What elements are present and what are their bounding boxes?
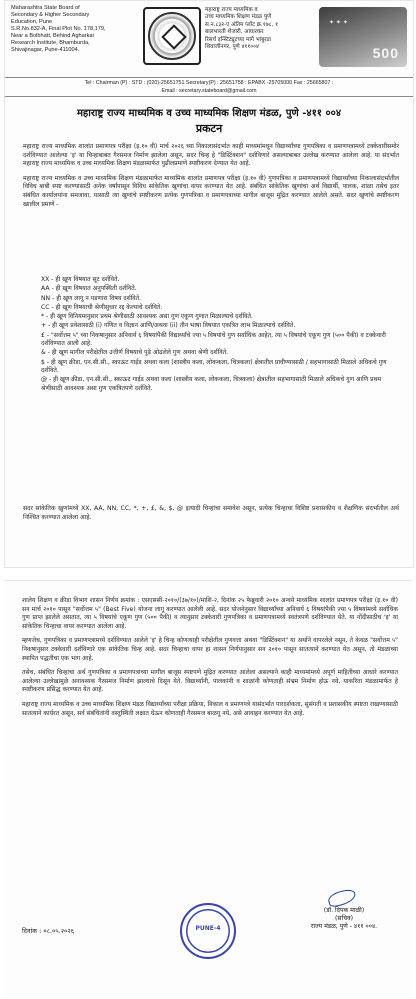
letterhead-english-line: Education, Pune <box>11 19 53 25</box>
letterhead-english-line: Shivajinagar, Pune-411004. <box>11 47 80 53</box>
legend-item: * - ही खूण विनियमानुसार प्रथम श्रेणीसाठी आवश्यक असा गुण एकूण गुणात मिळाल्याचे दर्शविते. <box>41 313 253 321</box>
paragraph: महाराष्ट्र राज्य माध्यमिक शालांत प्रमाणपत्र परीक्षा (इ.१० वी) मार्च २०२६ च्या निकालासंदर्भात काही माध्यमांमधून विद्यार्थ्यांच्या गुणपत्रिका व प्रमाणपत्रामध्ये टक्केवारीसमोर दर्शविण्यात आलेल्या 'इ' या चिन्हाबाबत गैरसमज निर्माण झालेला असून, सदर चिन्ह हे "डिस्टिंक्शन" दर्शविणारे असल्याबाबत उल्लेख करण्यात आलेला आहे. या संदर्भात महाराष्ट्र राज्य माध्यमिक व उच्च माध्यमिक शिक्षण मंडळामार्फत पुढीलप्रमाणे स्पष्टीकरण देण्यात येत आहे. <box>23 143 399 168</box>
letterhead-marathi-line: बालभारती शेजारी, आघारकर <box>205 29 264 36</box>
notice-title: प्रकटन <box>195 122 223 135</box>
legend-item: + - ही खूण प्रवेशासाठी (i) गणित व विज्ञान आणि/अथवा (ii) तीन भाषा विषयात एकत्रित लाभ मिळाल्याचे दर्शविते. <box>41 322 296 330</box>
contact-email: Email : secretary.stateboard@gmail.com <box>161 88 257 94</box>
letterhead-english-line: S.R.No.832-A, Final Plot No. 178,179, <box>11 26 106 32</box>
letterhead-english <box>11 5 133 54</box>
letterhead-marathi-line: महाराष्ट्र राज्य माध्यमिक व <box>205 7 258 13</box>
legend-item: @ - ही खूण क्रीडा, एन.सी.सी., स्काऊट गाईड अथवा कला (शास्त्रीय कला, लोककला, चित्रकला) क्षेत्रातील सहभागासाठी मिळाले अधिकचे गुण आणि प्रथम श्रेणीसाठी आवश्यक असा गुण एकत्रितपणे दर्शविते. <box>41 376 382 392</box>
paragraph: सदर सांकेतिक खुणांमध्ये XX, AA, NN, CC, *, +, £, &, $, @ इत्यादी चिन्हांचा समावेश असून, प्रत्येक चिन्हाचा विशिष्ट प्रशासकीय व शैक्षणिक संदर्भातील अर्थ निश्चित करण्यात आलेला आहे. <box>23 505 399 521</box>
board-seal-icon <box>143 7 201 65</box>
paragraph: महाराष्ट्र राज्य माध्यमिक व उच्च माध्यमिक शिक्षण मंडळ विद्यार्थ्यांच्या परीक्षा प्रक्रिया, निकाल व प्रमाणपत्रे यासंदर्भात पारदर्शकता, सुसंगती व प्रशासकीय स्पष्टता राखण्यासाठी सातत्याने कार्यरत असून, सर्व संबंधितांनी वस्तुस्थिती लक्षात घेऊन कोणताही गैरसमज बाळगू नये, असे आवाहन करण्यात येत आहे. <box>22 700 398 717</box>
paragraph: म्हणजेच, गुणपत्रिका व प्रमाणपत्रामध्ये दर्शविण्यात आलेले 'इ' हे चिन्ह कोणत्याही परीक्षेतील गुणवत्ता अथवा "डिस्टिंक्शन" या अर्थाने वापरलेले नसून, ते केवळ "सर्वोत्तम ५" निकषानुसार टक्केवारी दर्शविणारे एक सांकेतिक चिन्ह आहे. सदर चिन्हाचा वापर हा शासन निर्णयानुसार सन २०१० पासून सातत्याने करण्यात येत असून, तो मंडळाच्या स्थापित पद्धतीचा एक भाग आहे. <box>22 637 398 662</box>
signatory-role: (सचिव) <box>335 915 353 922</box>
page2-text <box>22 597 398 724</box>
letterhead-marathi-line: रिसर्च इन्स्टिट्यूटच्या मागे भांबुरडा <box>205 36 272 43</box>
signature-block <box>294 887 394 931</box>
intro-text <box>23 143 399 215</box>
letterhead-marathi-line: उच्च माध्यमिक शिक्षण मंडळ पुणे <box>205 14 272 21</box>
legend-item: AA - ही खूण विषयात अनुपस्थिती दर्शविते. <box>41 285 137 293</box>
stamp-label: PUNE-4 <box>195 925 221 932</box>
legend-item: $ - ही खूण क्रीडा, एन.सी.सी., स्काऊट गाईड अथवा कला (शास्त्रीय कला, लोककला, चित्रकला) क्षेत्रातील प्रावीण्यासाठी / सहभागासाठी मिळाले अधिकचे गुण दर्शविते. <box>41 358 387 374</box>
board-stamp-icon <box>180 903 236 959</box>
letterhead <box>5 3 413 79</box>
legend-item: & - ही खूण मागील परीक्षेतील उत्तीर्ण विषयाचे पुढे ओढलेले गुण अथवा श्रेणी दर्शविते. <box>41 349 229 357</box>
letterhead-english-line: Secondary & Higher Secondary <box>11 12 90 18</box>
legend-item: CC - ही खूण विषयाची श्रेणीसुधार रद्द केल्याचे दर्शविते. <box>41 303 163 311</box>
contact-phones: Tel : Chairman (P) : STD : (020)-25651751 Secretary(P) : 25651758 : EPABX -25705000 Fax : 25665807 : <box>84 80 334 86</box>
closing-text <box>23 505 399 528</box>
contact-strip <box>5 77 413 97</box>
signatory-name: (डॉ. दिपक माळी) <box>323 907 365 914</box>
letterhead-marathi-line: शिवाजीनगर, पुणे ४११००४ <box>205 44 259 51</box>
letterhead-english-line: Maharashtra State Board of <box>11 5 80 11</box>
signature-icon <box>294 887 394 907</box>
board-title: महाराष्ट्र राज्य माध्यमिक व उच्च माध्यमिक शिक्षण मंडळ, पुणे -४११ ००४ <box>76 108 342 119</box>
anniversary-logo-icon: ✦ ✦ ✦ 500 <box>319 7 407 67</box>
legend-item: NN - ही खूण लागू न पडणारा विषय दर्शविते. <box>41 294 142 302</box>
paragraph: महाराष्ट्र राज्य माध्यमिक व उच्च माध्यमिक शिक्षण मंडळामार्फत माध्यमिक शालांत प्रमाणपत्र परीक्षा (इ.१० वी) गुणपत्रिका व प्रमाणपत्रामध्ये विद्यार्थ्यांच्या निकालासंदर्भातील विविध बाबी स्पष्ट करण्यासाठी अनेक वर्षांपासून विविध सांकेतिक खुणांचा वापर करण्यात येत आहे. संबंधित सांकेतिक खुणांचा अर्थ विद्यार्थी, पालक, शाळा तसेच इतर संबंधित कार्यालयांना समजावा, यासाठी त्या खुणांचे स्पष्टीकरण प्रत्येक गुणपत्रिका व प्रमाणपत्राच्या मागील बाजूस मुद्रित करण्यात आलेले असते. सदर खुणांचे स्पष्टीकरण खालील प्रमाणे - <box>23 174 399 208</box>
letterhead-marathi-line: स.न.८३२-ए अंतिम प्लॉट क्र.१७८, १ <box>205 21 279 28</box>
letterhead-marathi <box>205 7 315 51</box>
notice-page-2 <box>4 580 412 999</box>
issue-date: दिनांक : ०८.०५.२०२६ <box>22 927 75 935</box>
letterhead-english-line: Research Institute, Bhamburda, <box>11 40 90 46</box>
letterhead-english-line: Near a Bolbhatt, Behind Agharkar <box>11 33 95 39</box>
symbol-legend <box>41 276 399 394</box>
paragraph: तसेच, संबंधित चिन्हाचा अर्थ गुणपत्रिका व प्रमाणपत्राच्या मागील बाजूस स्पष्टपणे मुद्रित करण्यात आलेला असल्याने काही माध्यमांमध्ये अपूर्ण माहितीच्या आधारे करण्यात आलेल्या उल्लेखामुळे अनावश्यक गैरसमज निर्माण झाल्याचे दिसून येते. विद्यार्थ्यांनी, पालकांनी व शाळांनी कोणताही संभ्रम निर्माण होऊ नये, याकरिता मंडळामार्फत हे स्पष्टीकरण प्रसिद्ध करण्यात येत आहे. <box>22 669 398 694</box>
legend-item: £ - "सर्वोत्तम ५" च्या निकषानुसार अनिवार्य ६ विषयांपैकी विद्यार्थ्यांचे ज्या ५ विषयांचे गुण सर्वाधिक आहेत, त्या ५ विषयांचे एकूण गुण (५०० पैकी) व टक्केवारी दर्शविण्यात आली आहे. <box>41 331 386 348</box>
signatory-office: राज्य मंडळ, पुणे - ४११ ००४. <box>310 923 378 930</box>
notice-page-1 <box>4 0 414 568</box>
legend-item: XX - ही खूण विषयात सूट दर्शविते. <box>41 276 120 283</box>
paragraph: शालेय शिक्षण व क्रीडा विभाग शासन निर्णय क्रमांक : एसएससी-२०१०/(३७/१०)/माशि-२, दिनांक २५ फेब्रुवारी २०१० अन्वये माध्यमिक शालांत प्रमाणपत्र परीक्षा (इ.१० वी) सन मार्च २०१० पासून "सर्वोत्तम ५" (Best Five) योजना लागू करण्यात आलेली आहे. सदर योजनेनुसार विद्यार्थ्यांच्या अनिवार्य ६ विषयांपैकी ज्या ५ विषयांमध्ये सर्वाधिक गुण प्राप्त झालेले असतात, त्या ५ विषयांचे एकूण गुण (५०० पैकी) व त्यानुसार टक्केवारी गुणपत्रिका व प्रमाणपत्रामध्ये स्वतंत्रपणे दर्शविण्यात येते. या नोंदीसाठीच 'इ' या सांकेतिक चिन्हाचा वापर करण्यात आलेला आहे. <box>22 597 398 630</box>
